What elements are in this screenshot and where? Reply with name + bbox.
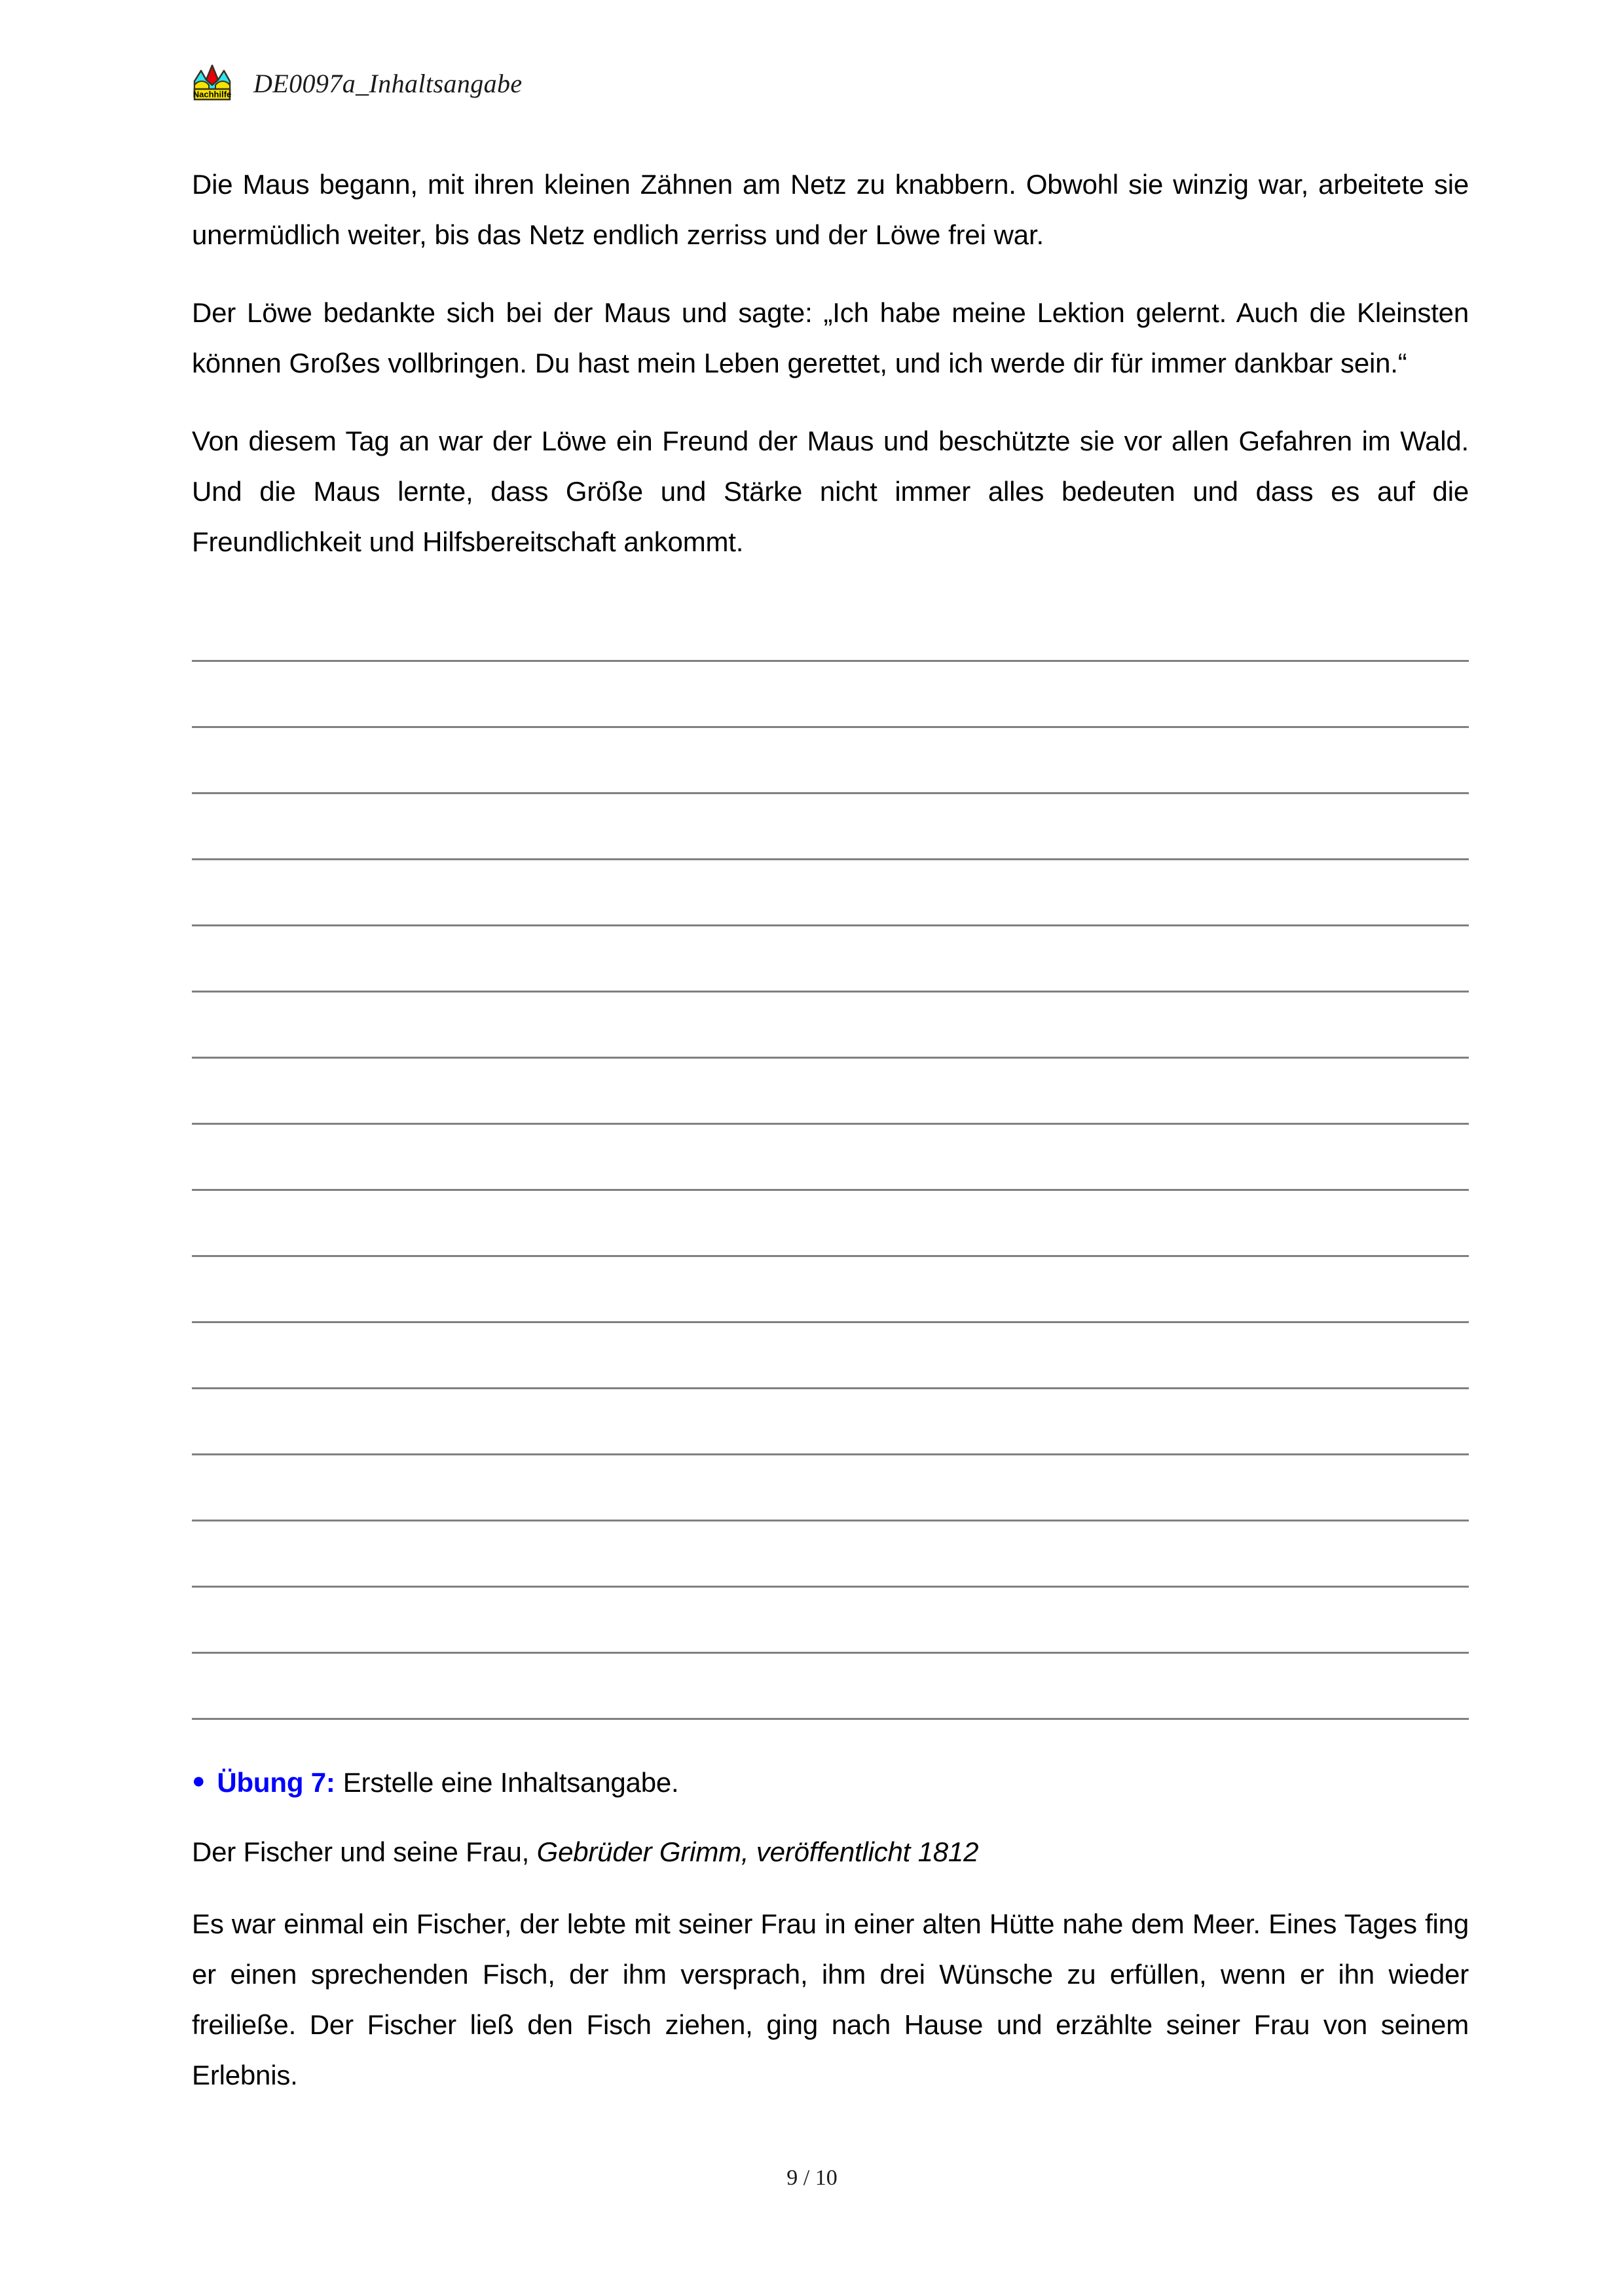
answer-line[interactable] <box>192 1586 1469 1588</box>
source-title: Der Fischer und seine Frau, <box>192 1836 537 1867</box>
story-paragraph-2: Der Löwe bedankte sich bei der Maus und sagte: „Ich habe meine Lektion gelernt. Auch die Kleinsten können Großes vollbringen. Du hast mein Leben gerettet, und ich werde dir für immer dankbar sein.“ <box>192 297 1469 378</box>
answer-line[interactable] <box>192 924 1469 926</box>
exercise-label: Übung 7: <box>217 1767 335 1798</box>
nachhilfe-logo-icon <box>192 63 239 103</box>
answer-line[interactable] <box>192 792 1469 794</box>
exercise-block <box>192 1762 1469 2100</box>
answer-line[interactable] <box>192 1520 1469 1522</box>
answer-writing-lines[interactable] <box>192 660 1469 1720</box>
exercise-heading <box>192 1762 1469 1803</box>
page-header <box>192 58 523 109</box>
answer-line[interactable] <box>192 1387 1469 1389</box>
answer-line[interactable] <box>192 1123 1469 1125</box>
logo-text: Nachhilfe <box>193 89 232 100</box>
exercise-source <box>192 1832 1469 1872</box>
answer-line[interactable] <box>192 1453 1469 1455</box>
answer-line[interactable] <box>192 1189 1469 1191</box>
answer-line[interactable] <box>192 660 1469 662</box>
document-title: DE0097a_Inhaltsangabe <box>253 68 523 98</box>
answer-line[interactable] <box>192 726 1469 728</box>
answer-line[interactable] <box>192 991 1469 993</box>
answer-line[interactable] <box>192 1652 1469 1654</box>
story-paragraph-1: Die Maus begann, mit ihren kleinen Zähnen am Netz zu knabbern. Obwohl sie winzig war, arbeitete sie unermüdlich weiter, bis das Netz endlich zerriss und der Löwe frei war. <box>192 169 1469 250</box>
answer-line[interactable] <box>192 1255 1469 1257</box>
answer-line[interactable] <box>192 1321 1469 1323</box>
exercise-task: Erstelle eine Inhaltsangabe. <box>342 1767 679 1798</box>
story-paragraph-3: Von diesem Tag an war der Löwe ein Freund der Maus und beschützte sie vor allen Gefahren im Wald. Und die Maus lernte, dass Größe und Stärke nicht immer alles bedeuten und dass es auf die Freundlichkeit und Hilfsbereitschaft ankommt. <box>192 426 1469 557</box>
answer-line[interactable] <box>192 1718 1469 1720</box>
page-number: 9 / 10 <box>786 2166 838 2190</box>
bullet-icon: ● <box>192 1768 206 1793</box>
source-attribution: Gebrüder Grimm, veröffentlicht 1812 <box>536 1836 979 1867</box>
story-text-block <box>192 159 1469 567</box>
exercise-story-text: Es war einmal ein Fischer, der lebte mit seiner Frau in einer alten Hütte nahe dem Meer. Eines Tages fing er einen sprechenden Fisch, der ihm versprach, ihm drei Wünsche zu erfüllen, wenn er ihn wieder freiließe. Der Fischer ließ den Fisch ziehen, ging nach Hause und erzählte seiner Frau von seinem Erlebnis. <box>192 1908 1469 2090</box>
page-footer <box>0 2166 1624 2191</box>
answer-line[interactable] <box>192 858 1469 860</box>
answer-line[interactable] <box>192 1057 1469 1059</box>
